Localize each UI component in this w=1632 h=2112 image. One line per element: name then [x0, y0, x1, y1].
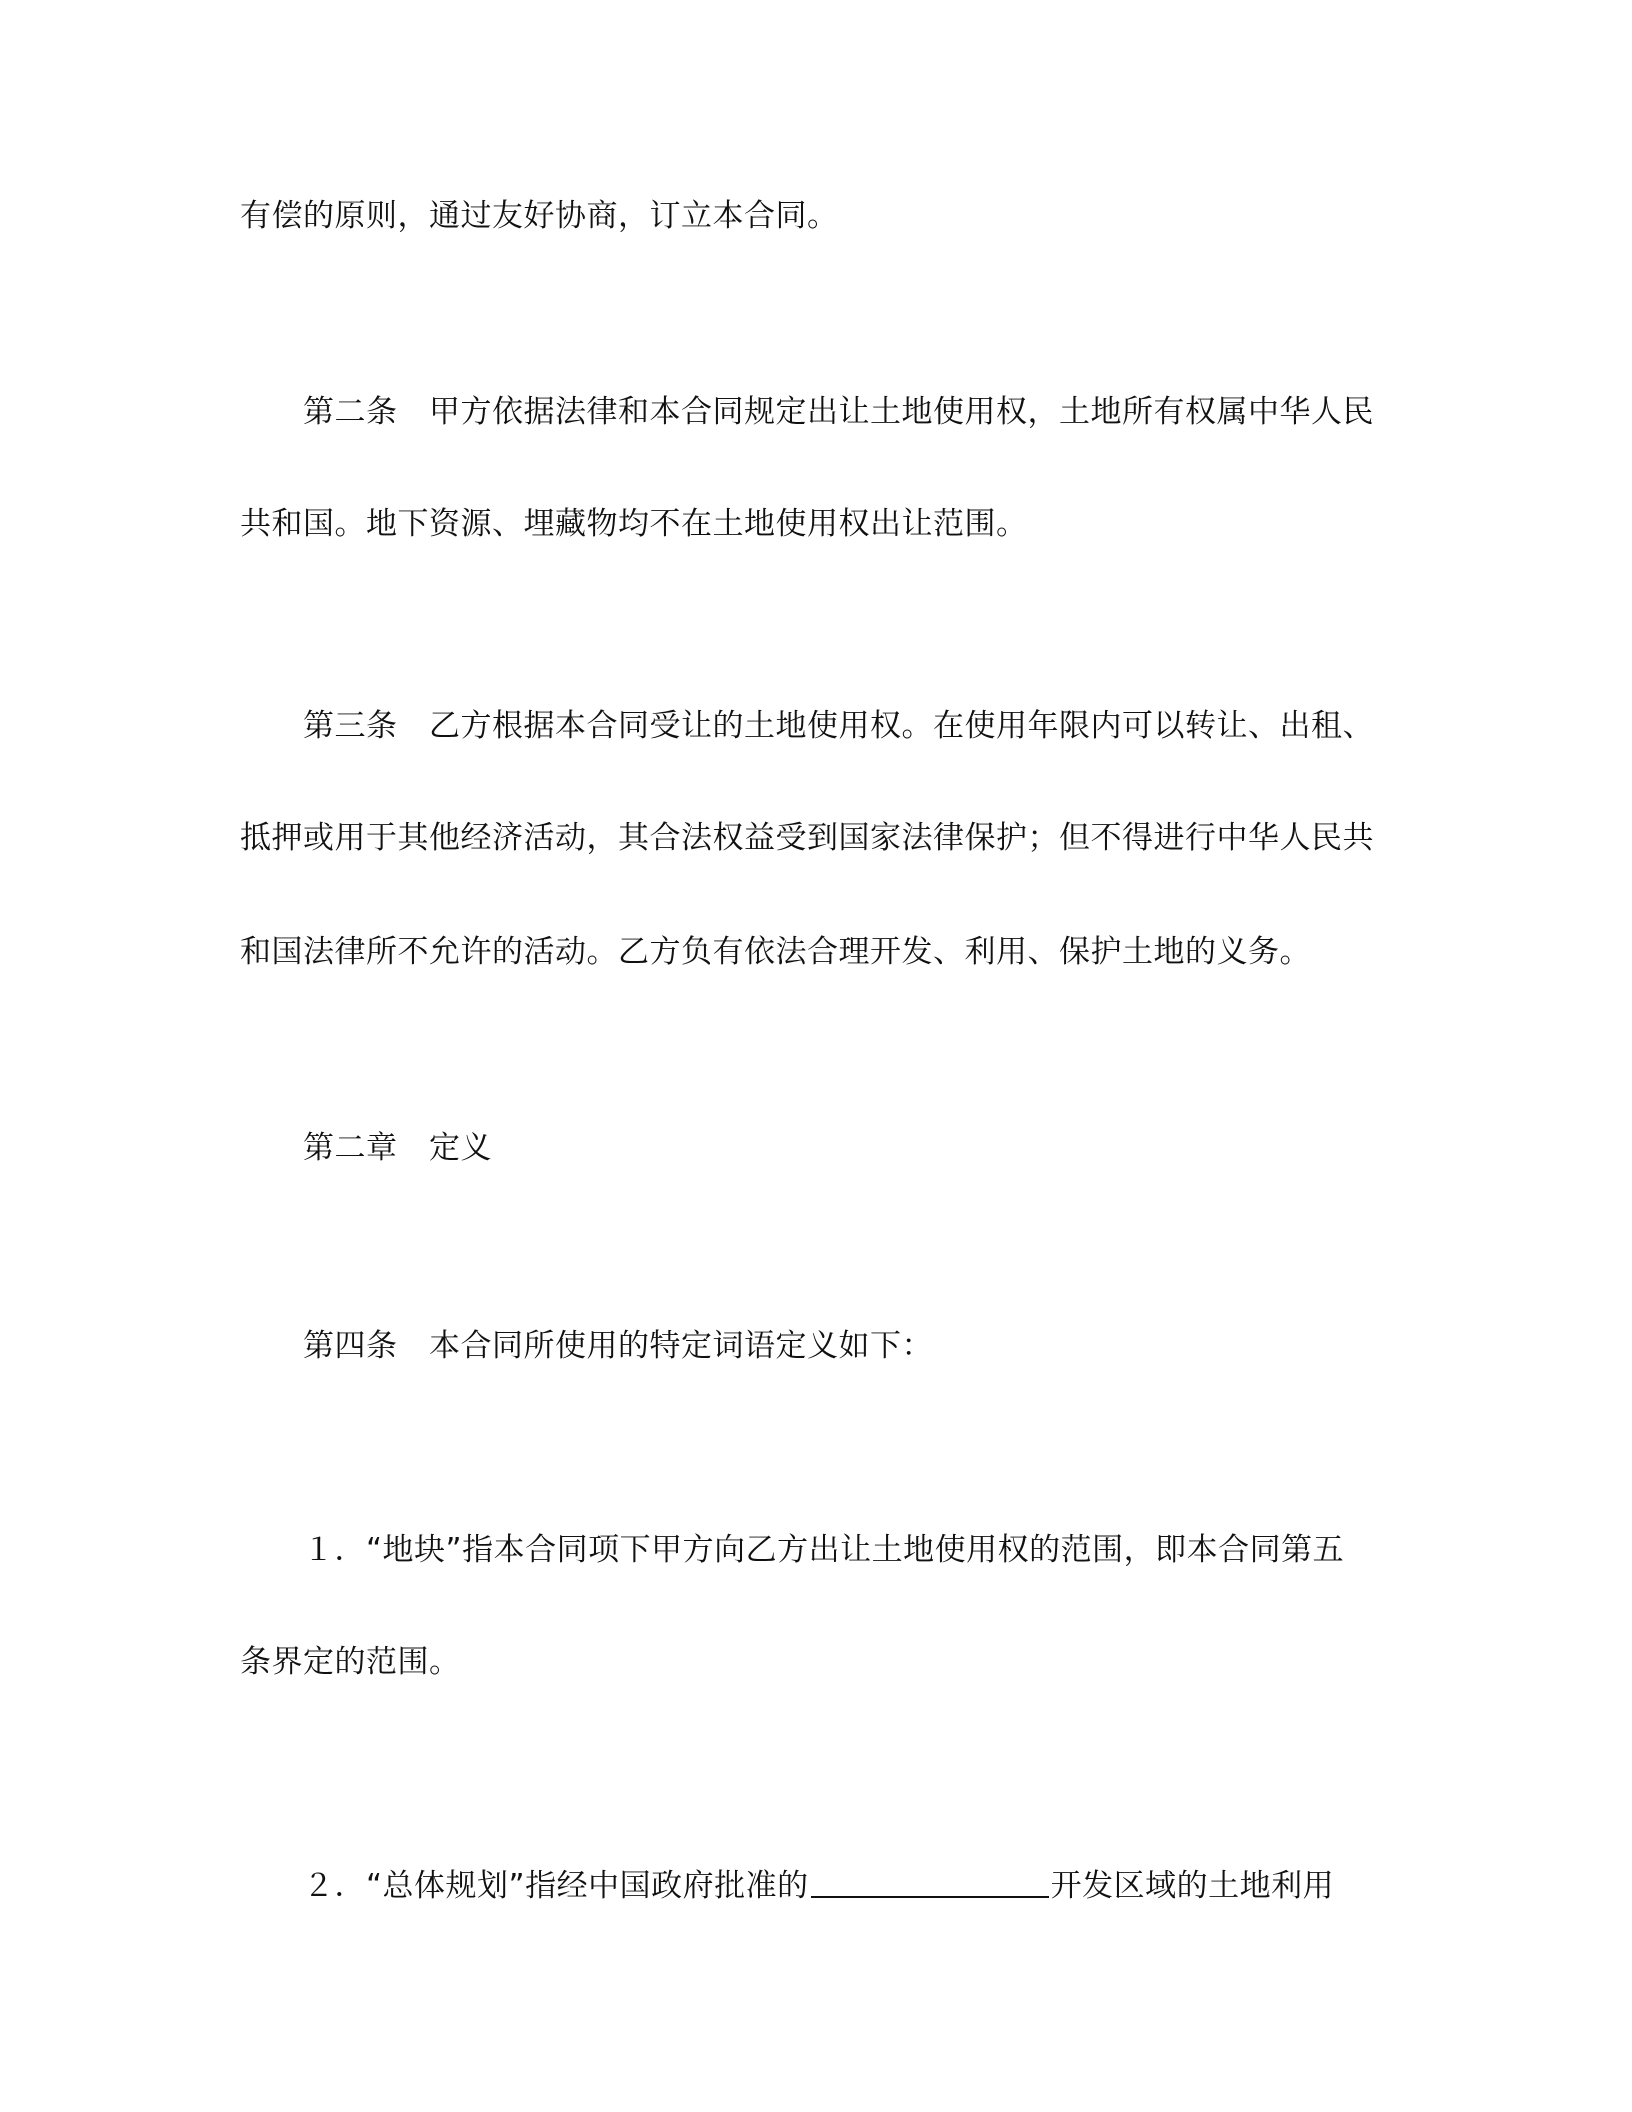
- article-3-line-2: 抵押或用于其他经济活动，其合法权益受到国家法律保护；但不得进行中华人民共: [240, 820, 1374, 856]
- fill-in-blank: [811, 1866, 1049, 1898]
- definition-2-text-after: 开发区域的土地利用: [1050, 1868, 1335, 1904]
- article-2-line-2: 共和国。地下资源、埋藏物均不在土地使用权出让范围。: [240, 506, 1028, 542]
- definition-2-line-1: [303, 1866, 1334, 1906]
- article-2-line-1: 第二条 甲方依据法律和本合同规定出让土地使用权，土地所有权属中华人民: [303, 394, 1374, 430]
- paragraph-line: 有偿的原则，通过友好协商，订立本合同。: [240, 198, 839, 234]
- article-4-line: 第四条 本合同所使用的特定词语定义如下：: [303, 1328, 933, 1364]
- article-3-line-3: 和国法律所不允许的活动。乙方负有依法合理开发、利用、保护土地的义务。: [240, 934, 1311, 970]
- definition-1-line-1: １．“地块”指本合同项下甲方向乙方出让土地使用权的范围，即本合同第五: [303, 1532, 1345, 1568]
- definition-1-line-2: 条界定的范围。: [240, 1644, 461, 1680]
- article-3-line-1: 第三条 乙方根据本合同受让的土地使用权。在使用年限内可以转让、出租、: [303, 708, 1374, 744]
- definition-2-text-before: ２．“总体规划”指经中国政府批准的: [303, 1868, 809, 1904]
- chapter-2-heading: 第二章 定义: [303, 1130, 492, 1166]
